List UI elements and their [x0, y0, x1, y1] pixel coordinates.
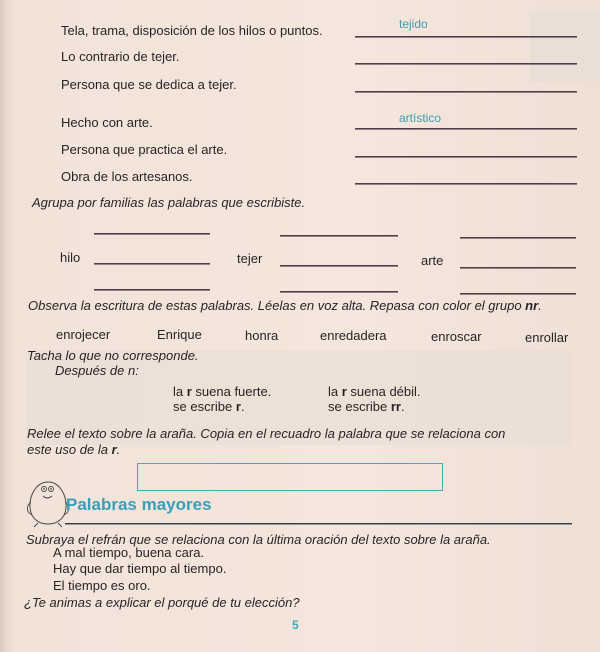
- text: suena débil.: [346, 384, 421, 399]
- cross-out-instruction: Tacha lo que no corresponde.: [27, 348, 199, 363]
- bleed-through-panel: [530, 12, 600, 82]
- answer-line[interactable]: [355, 128, 577, 130]
- definition-prompt: Lo contrario de tejer.: [61, 49, 180, 64]
- proverb-option[interactable]: El tiempo es oro.: [53, 578, 151, 593]
- section-title: Palabras mayores: [66, 495, 212, 514]
- answer-line[interactable]: [94, 263, 210, 265]
- answer-line[interactable]: [280, 265, 398, 267]
- observe-instruction-text: Observa la escritura de estas palabras. Léelas en voz alta. Repasa con color el grupo nr.: [28, 298, 542, 313]
- definition-prompt: Obra de los artesanos.: [61, 169, 193, 184]
- bold-letter: nr: [525, 298, 539, 313]
- text: se escribe: [173, 399, 236, 414]
- answer-line[interactable]: [355, 36, 577, 38]
- definition-prompt: Hecho con arte.: [61, 115, 153, 130]
- answer-line[interactable]: [94, 233, 210, 235]
- text: suena fuerte.: [191, 384, 272, 399]
- text: este uso de la: [27, 442, 112, 457]
- answer-line[interactable]: [280, 235, 398, 237]
- answer-line[interactable]: [460, 237, 576, 239]
- text: la: [173, 384, 187, 399]
- definition-prompt: Persona que practica el arte.: [61, 142, 228, 157]
- bold-letter: r: [235, 399, 241, 414]
- family-root-tejer: tejer: [237, 251, 263, 266]
- bold-letter: r: [186, 384, 192, 399]
- egg-mascot-icon: [24, 478, 72, 528]
- reread-instruction-line1: Relee el texto sobre la araña. Copia en el recuadro la palabra que se relaciona con: [27, 426, 506, 441]
- definition-answer[interactable]: tejido: [399, 17, 428, 31]
- nr-word[interactable]: enredadera: [320, 328, 387, 343]
- nr-word[interactable]: honra: [245, 328, 279, 343]
- proverbs-question: ¿Te animas a explicar el porqué de tu elección?: [24, 595, 300, 610]
- section-divider: [65, 523, 572, 525]
- proverbs-instruction: Subraya el refrán que se relaciona con la última oración del texto sobre la araña.: [26, 532, 491, 547]
- definition-answer[interactable]: artístico: [399, 111, 442, 125]
- text: .: [401, 399, 405, 414]
- definition-prompt: Persona que se dedica a tejer.: [61, 77, 237, 92]
- bold-letter: r: [111, 442, 117, 457]
- page-number: 5: [292, 618, 299, 632]
- cross-out-subheading: Después de n:: [55, 363, 139, 378]
- family-root-hilo: hilo: [60, 250, 81, 265]
- nr-word[interactable]: Enrique: [157, 327, 202, 342]
- option-a-line1[interactable]: [173, 384, 271, 399]
- text: .: [116, 442, 121, 457]
- answer-line[interactable]: [355, 183, 577, 185]
- text: la: [328, 384, 342, 399]
- nr-word[interactable]: enroscar: [431, 329, 482, 344]
- reread-instruction-line2: [27, 442, 120, 457]
- answer-line[interactable]: [94, 289, 210, 291]
- option-b-line2[interactable]: [328, 399, 405, 414]
- bold-letter: rr: [390, 399, 401, 414]
- answer-line[interactable]: [355, 91, 577, 93]
- definition-prompt: Tela, trama, disposición de los hilos o puntos.: [61, 23, 323, 38]
- answer-line[interactable]: [460, 267, 576, 269]
- observe-instruction: [28, 298, 542, 313]
- families-instruction: Agrupa por familias las palabras que escribiste.: [32, 195, 306, 210]
- text: se escribe: [328, 399, 391, 414]
- proverb-option[interactable]: A mal tiempo, buena cara.: [53, 545, 205, 560]
- copy-word-box[interactable]: [137, 463, 443, 491]
- nr-word[interactable]: enrojecer: [56, 327, 111, 342]
- option-b-line1[interactable]: [328, 384, 421, 399]
- answer-line[interactable]: [280, 291, 398, 293]
- answer-line[interactable]: [460, 293, 576, 295]
- family-root-arte: arte: [421, 253, 444, 268]
- bold-letter: r: [341, 384, 347, 399]
- option-a-line2[interactable]: [173, 399, 245, 414]
- answer-line[interactable]: [355, 156, 577, 158]
- answer-line[interactable]: [355, 63, 577, 65]
- proverb-option[interactable]: Hay que dar tiempo al tiempo.: [53, 561, 227, 576]
- nr-word[interactable]: enrollar: [525, 330, 569, 345]
- text: .: [240, 399, 245, 414]
